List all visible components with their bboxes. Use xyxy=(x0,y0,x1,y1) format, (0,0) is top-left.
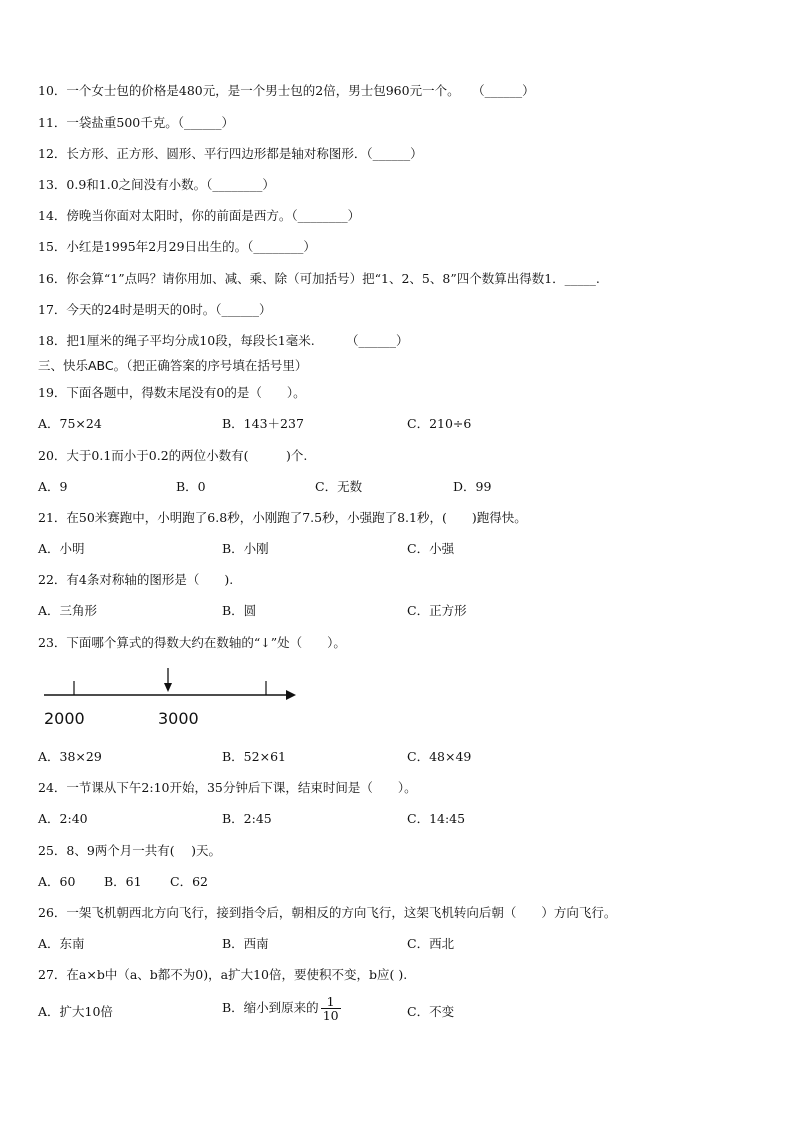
question-14: 14．傍晚当你面对太阳时，你的前面是西方。（________） xyxy=(38,208,361,223)
question-21-stem: 21．在50米赛跑中，小明跑了6.8秒，小刚跑了7.5秒，小强跑了8.1秒，( )跑得快。 xyxy=(38,510,527,525)
question-10: 10．一个女士包的价格是480元，是一个男士包的2倍，男士包960元一个。 （______） xyxy=(38,83,535,98)
axis-label-2000: 2000 xyxy=(44,709,85,728)
question-15: 15．小红是1995年2月29日出生的。（________） xyxy=(38,239,316,254)
question-21-option-b: B．小刚 xyxy=(222,541,269,556)
question-26-option-a: A．东南 xyxy=(38,936,85,951)
question-13: 13．0.9和1.0之间没有小数。（________） xyxy=(38,177,275,192)
question-23-option-b: B．52×61 xyxy=(222,749,286,764)
question-26-option-b: B．西南 xyxy=(222,936,269,951)
question-20-stem: 20．大于0.1而小于0.2的两位小数有( )个. xyxy=(38,448,308,463)
question-17: 17．今天的24时是明天的0时。（______） xyxy=(38,302,272,317)
question-22-option-b: B．圆 xyxy=(222,603,257,618)
question-25-option-a: A．60 xyxy=(38,874,76,889)
question-21-option-a: A．小明 xyxy=(38,541,85,556)
question-27-option-b-text: B．缩小到原来的 xyxy=(222,1000,319,1015)
question-12: 12．长方形、正方形、圆形、平行四边形都是轴对称图形．（______） xyxy=(38,146,423,161)
question-23-stem: 23．下面哪个算式的得数大约在数轴的“↓”处（ ）。 xyxy=(38,635,346,650)
question-24-option-b: B．2:45 xyxy=(222,811,272,826)
question-25-option-b: B．61 xyxy=(104,874,142,889)
number-line-diagram xyxy=(38,664,308,736)
question-20-option-d: D．99 xyxy=(453,479,492,494)
question-20-option-b: B．0 xyxy=(176,479,206,494)
question-25-stem: 25．8、9两个月一共有( )天。 xyxy=(38,843,222,858)
question-25-option-c: C．62 xyxy=(170,874,208,889)
question-11: 11．一袋盐重500千克。（______） xyxy=(38,115,235,130)
question-19-option-a: A．75×24 xyxy=(38,416,102,431)
fraction-numerator: 1 xyxy=(321,995,341,1009)
question-23-option-c: C．48×49 xyxy=(407,749,472,764)
question-27-option-b xyxy=(222,995,341,1022)
question-24-option-c: C．14:45 xyxy=(407,811,466,826)
axis-label-3000: 3000 xyxy=(158,709,199,728)
question-16: 16．你会算“1”点吗？请你用加、减、乘、除（可加括号）把“1、2、5、8”四个数算出得数1．_____. xyxy=(38,271,600,286)
section-3-title: 三、快乐ABC。（把正确答案的序号填在括号里） xyxy=(38,358,308,373)
fraction-denominator: 10 xyxy=(322,1008,339,1023)
question-20-option-a: A．9 xyxy=(38,479,68,494)
question-27-option-a: A．扩大10倍 xyxy=(38,1004,113,1019)
question-22-option-c: C．正方形 xyxy=(407,603,467,618)
question-21-option-c: C．小强 xyxy=(407,541,455,556)
question-24-option-a: A．2:40 xyxy=(38,811,88,826)
question-18: 18．把1厘米的绳子平均分成10段，每段长1毫米. （______） xyxy=(38,333,409,348)
question-24-stem: 24．一节课从下午2:10开始，35分钟后下课，结束时间是（ ）。 xyxy=(38,780,417,795)
number-line-arrowhead xyxy=(286,690,296,700)
question-26-stem: 26．一架飞机朝西北方向飞行，接到指令后，朝相反的方向飞行，这架飞机转向后朝（ ）方向飞行。 xyxy=(38,905,617,920)
question-20-option-c: C．无数 xyxy=(315,479,363,494)
question-26-option-c: C．西北 xyxy=(407,936,455,951)
fraction-one-tenth xyxy=(321,995,341,1022)
question-27-option-c: C．不变 xyxy=(407,1004,455,1019)
question-22-option-a: A．三角形 xyxy=(38,603,98,618)
question-27-stem: 27．在a×b中（a、b都不为0)，a扩大10倍，要使积不变，b应( ). xyxy=(38,967,408,982)
question-23-option-a: A．38×29 xyxy=(38,749,102,764)
down-arrow-icon xyxy=(164,683,172,692)
question-19-option-c: C．210÷6 xyxy=(407,416,472,431)
question-19-option-b: B．143＋237 xyxy=(222,416,304,431)
question-22-stem: 22．有4条对称轴的图形是（ ). xyxy=(38,572,234,587)
question-19-stem: 19．下面各题中，得数末尾没有0的是（ ）。 xyxy=(38,385,306,400)
